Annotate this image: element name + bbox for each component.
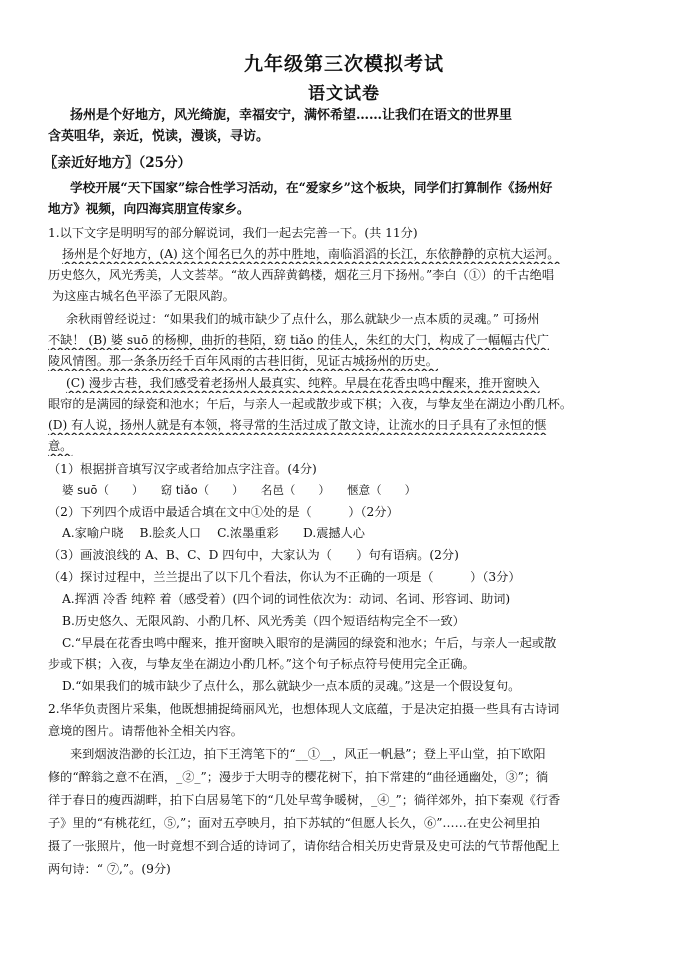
intro-line-2: 含英咀华，亲近，悦读，漫谈，寻访。 xyxy=(48,129,270,144)
passage-line-6 xyxy=(48,351,652,371)
question-2-body-6: 两句诗：“ ⑦,”。(9分) xyxy=(48,862,171,876)
passage-line-9 xyxy=(48,415,652,435)
subquestion-2: （2）下列四个成语中最适合填在文中①处的是（ ）（2分） xyxy=(48,505,399,519)
question-2-body-5: 摄了一张照片，他一时竟想不到合适的诗词了，请你结合相关历史背景及史可法的气节帮他配上 xyxy=(48,839,560,853)
option-c-line-1: C.“早晨在花香虫鸣中醒来，推开窗映入眼帘的是满园的绿瓷和池水；午后，与亲人一起或散 xyxy=(62,636,557,650)
passage-line-7 xyxy=(66,373,670,393)
subquestion-1: （1）根据拼音填写汉字或者给加点字注音。(4分) xyxy=(48,462,317,476)
option-a: A.挥洒 冷香 纯粹 着（感受着）(四个词的词性依次为：动词、名词、形容词、助词) xyxy=(62,592,511,606)
subquestion-2-options: A.家喻户晓 B.脍炙人口 C.浓墨重彩 D.震撼人心 xyxy=(62,526,365,540)
question-2-body-3: 徉于春日的瘦西湖畔，拍下白居易笔下的“几处早莺争暖树，_④_”；徜徉郊外，拍下秦观《行香 xyxy=(48,793,561,807)
passage-line-5 xyxy=(48,330,652,350)
question-2-body-4: 子》里的“有桃花红，⑤,”；面对五亭映月，拍下苏轼的“但愿人长久，⑥”……在史公祠里拍 xyxy=(48,816,540,830)
passage-line-9-text: (D) 有人说，扬州人就是有本领，将寻常的生活过成了散文诗，让流水的日子具有了永恒的惬 xyxy=(48,418,547,432)
passage-line-5-text: 不缺！ (B) 婆 suō 的杨柳，曲折的巷陌，窈 tiǎo 的佳人，朱红的大门，构成了一幅幅古代广 xyxy=(48,333,549,347)
passage-line-2: 历史悠久，风光秀美，人文荟萃。“故人西辞黄鹤楼，烟花三月下扬州。”李白（①）的千古绝唱 xyxy=(48,268,555,282)
passage-line-1-text: 扬州是个好地方，(A) 这个闻名已久的苏中胜地，南临滔滔的长江，东依静静的京杭大运河。 xyxy=(62,247,560,261)
passage-line-7-text: (C) 漫步古巷，我们感受着老扬州人最真实、纯粹。早晨在花香虫鸣中醒来，推开窗映入 xyxy=(66,376,540,390)
option-b: B.历史悠久、无限风韵、小酌几杯、风光秀美（四个短语结构完全不一致） xyxy=(62,614,465,628)
passage-line-6-text: 陵风情图。那一条条历经千百年风雨的古巷旧街，见证古城扬州的历史。 xyxy=(48,354,438,368)
question-2-stem-1: 2.华华负责图片采集，他既想捕捉绮丽风光，也想体现人文底蕴，于是决定拍摄一些具有古诗词 xyxy=(48,702,560,716)
subquestion-1-items: 婆 suō（ ） 窈 tiǎo（ ） 名邑（ ） 惬意（ ） xyxy=(62,483,417,497)
passage-line-10 xyxy=(48,436,652,456)
question-2-body-2: 修的“醉翁之意不在酒，_②_”；漫步于大明寺的樱花树下，拍下常建的“曲径通幽处，③”；徜 xyxy=(48,770,549,784)
passage-line-4: 余秋雨曾经说过：“如果我们的城市缺少了点什么，那么就缺少一点本质的灵魂。” 可扬州 xyxy=(66,312,540,326)
section-heading: 〖亲近好地方〗（25分） xyxy=(44,155,192,171)
passage-line-10-text: 意。 xyxy=(48,439,73,453)
passage-line-8: 眼帘的是满园的绿瓷和池水；午后，与亲人一起或散步或下棋；入夜，与挚友坐在湖边小酌几杯。 xyxy=(48,397,573,411)
option-d: D.“如果我们的城市缺少了点什么，那么就缺少一点本质的灵魂。”这是一个假设复句。 xyxy=(62,679,521,693)
passage-line-1 xyxy=(62,244,666,264)
intro-line-1: 扬州是个好地方，风光绮旎，幸福安宁，满怀希望……让我们在语文的世界里 xyxy=(70,108,513,123)
question-2-stem-2: 意境的图片。请帮他补全相关内容。 xyxy=(48,724,243,738)
section-desc-1: 学校开展“天下国家”综合性学习活动，在“爱家乡”这个板块，同学们打算制作《扬州好 xyxy=(70,180,553,195)
exam-subtitle: 语文试卷 xyxy=(308,84,380,104)
question-2-body-1: 来到烟波浩渺的长江边，拍下王湾笔下的“__①__，风正一帆悬”；登上平山堂，拍下欧阳 xyxy=(70,747,546,761)
passage-line-3: 为这座古城名色平添了无限风韵。 xyxy=(52,289,235,303)
question-1-stem: 1.以下文字是明明写的部分解说词，我们一起去完善一下。(共 11分) xyxy=(48,226,418,240)
section-desc-2: 地方》视频，向四海宾朋宣传家乡。 xyxy=(48,201,250,216)
subquestion-4: （4）探讨过程中，兰兰提出了以下几个看法，你认为不正确的一项是（ ）（3分） xyxy=(48,570,521,584)
subquestion-3: （3）画波浪线的 A、B、C、D 四句中，大家认为（ ）句有语病。(2分) xyxy=(48,548,459,562)
exam-title: 九年级第三次模拟考试 xyxy=(243,53,444,75)
option-c-line-2: 步或下棋；入夜，与挚友坐在湖边小酌几杯。”这个句子标点符号使用完全正确。 xyxy=(48,657,475,671)
